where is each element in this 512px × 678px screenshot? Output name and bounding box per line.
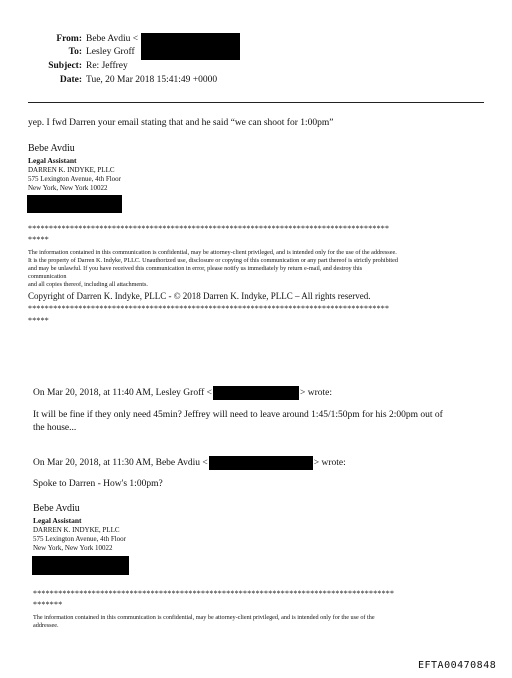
stars-separator-tail: ***** xyxy=(28,235,49,244)
from-label: From: xyxy=(56,34,82,44)
signature-name: Bebe Avdiu xyxy=(28,143,75,154)
redaction-box xyxy=(27,195,122,213)
disclaimer-line: addressee. xyxy=(33,622,59,629)
quote-body-line: It will be fine if they only need 45min? Jeffrey will need to leave around 1:45/1:50pm for his 2:00pm out of xyxy=(33,410,443,420)
document-id: EFTA00470848 xyxy=(418,660,497,671)
subject-value: Re: Jeffrey xyxy=(86,61,128,71)
signature-title: Legal Assistant xyxy=(33,516,82,525)
message-body: yep. I fwd Darren your email stating that and he said “we can shoot for 1:00pm” xyxy=(28,118,334,128)
signature-title: Legal Assistant xyxy=(28,156,77,165)
redaction-box xyxy=(213,386,299,400)
quote-body-line: the house... xyxy=(33,423,77,433)
disclaimer-line: communication xyxy=(28,273,67,280)
quote-intro-prefix: On Mar 20, 2018, at 11:40 AM, Lesley Groff < xyxy=(33,388,212,399)
signature-address-line1: 575 Lexington Avenue, 4th Floor xyxy=(33,535,126,543)
redaction-box xyxy=(32,556,129,575)
disclaimer-line: and all copies thereof, including all attachments. xyxy=(28,281,148,288)
from-value: Bebe Avdiu < xyxy=(86,34,139,44)
to-value: Lesley Groff xyxy=(86,47,135,57)
signature-address-line2: New York, New York 10022 xyxy=(28,184,108,192)
date-label: Date: xyxy=(59,75,82,85)
disclaimer-line: The information contained in this communication is confidential, may be attorney-client privileged, and is intended only for the use of the addressee. xyxy=(28,249,397,256)
signature-firm: DARREN K. INDYKE, PLLC xyxy=(33,526,120,534)
stars-separator-tail: ******* xyxy=(33,600,63,609)
disclaimer-line: The information contained in this communication is confidential, may be attorney-client privileged, and is intended only for the use of the xyxy=(33,614,375,621)
stars-separator: ************************************************************************************** xyxy=(28,304,390,313)
quote-body: Spoke to Darren - How's 1:00pm? xyxy=(33,479,163,489)
quote-intro-suffix: > wrote: xyxy=(299,388,332,399)
quote-intro xyxy=(33,386,332,400)
stars-separator-tail: ***** xyxy=(28,316,49,325)
quote-intro-suffix: > wrote: xyxy=(313,458,346,469)
stars-separator: ************************************************************************************** xyxy=(28,224,390,233)
to-label: To: xyxy=(68,47,82,57)
disclaimer-line: and may be unlawful. If you have received this communication in error, please notify us immediately by return e-mail, and destroy this xyxy=(28,265,363,272)
disclaimer-line: It is the property of Darren K. Indyke, PLLC. Unauthorized use, disclosure or copying of this communication or any part thereof is strictly prohibited xyxy=(28,257,398,264)
signature-firm: DARREN K. INDYKE, PLLC xyxy=(28,166,115,174)
header-divider xyxy=(28,102,484,103)
quote-intro-prefix: On Mar 20, 2018, at 11:30 AM, Bebe Avdiu < xyxy=(33,458,208,469)
redaction-box xyxy=(141,33,240,60)
redaction-box xyxy=(209,456,313,470)
signature-name: Bebe Avdiu xyxy=(33,503,80,514)
copyright-notice: Copyright of Darren K. Indyke, PLLC - © 2018 Darren K. Indyke, PLLC – All rights reserved. xyxy=(28,291,371,301)
signature-address-line2: New York, New York 10022 xyxy=(33,544,113,552)
stars-separator: ************************************************************************************** xyxy=(33,589,395,598)
subject-label: Subject: xyxy=(48,61,82,71)
signature-address-line1: 575 Lexington Avenue, 4th Floor xyxy=(28,175,121,183)
quote-intro xyxy=(33,456,346,470)
date-value: Tue, 20 Mar 2018 15:41:49 +0000 xyxy=(86,75,218,85)
